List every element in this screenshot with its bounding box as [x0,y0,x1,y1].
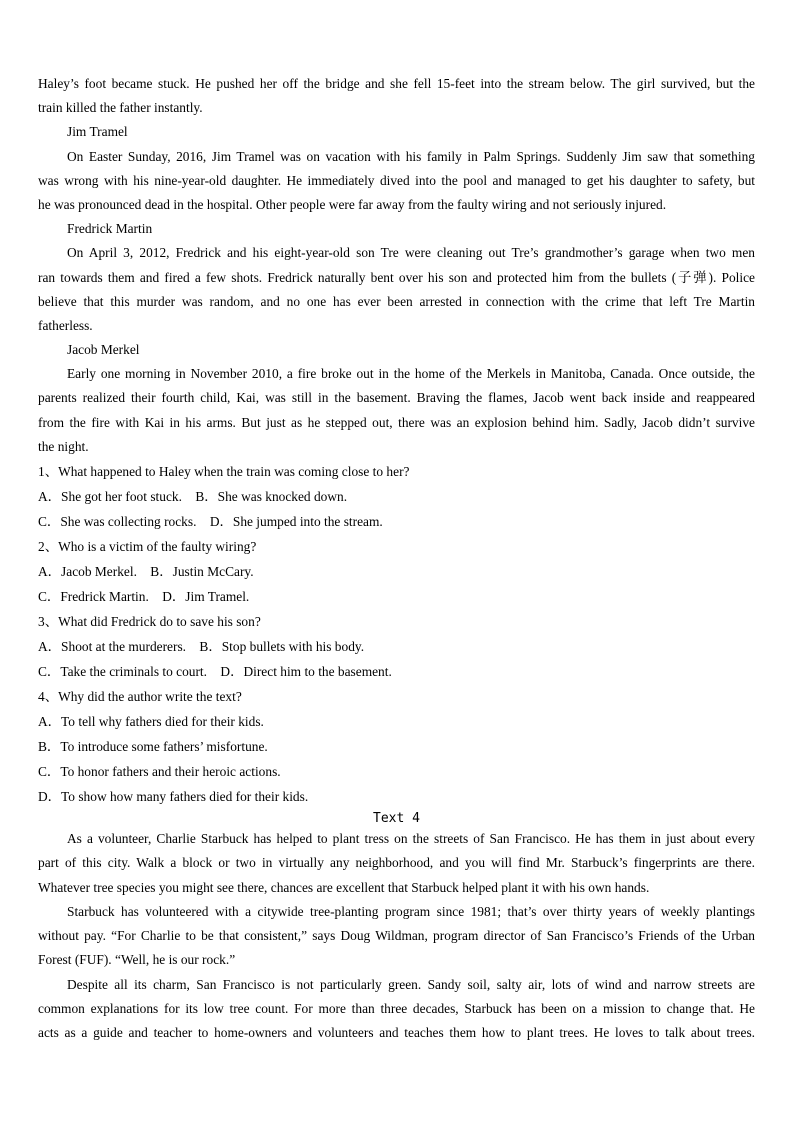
questions-list [38,459,755,809]
question: 2、Who is a victim of the faulty wiring? [38,539,257,554]
answer-option: A．To tell why fathers died for their kids. [38,714,264,729]
text-line: the night. [38,438,89,454]
answer-options: A．Shoot at the murderers. B．Stop bullets with his body. [38,639,365,654]
answer-option: D．To show how many fathers died for their kids. [38,789,309,804]
text-line: was wrong with his nine-year-old daughter. He immediately dived into the pool and managed to get his daughter to safety, but [38,172,755,188]
text-line: from the fire with Kai in his arms. But just as he stepped out, there was an explosion behind him. Sadly, Jacob didn’t survive [38,414,755,430]
answer-options: A．She got her foot stuck. B．She was knocked down. [38,489,348,504]
answer-options: C．She was collecting rocks. D．She jumped into the stream. [38,514,383,529]
text4-paragraph-3 [38,973,755,1046]
text-line: As a volunteer, Charlie Starbuck has helped to plant tress on the streets of San Francisco. He has them in just about every [67,831,755,846]
text-line: On Easter Sunday, 2016, Jim Tramel was on vacation with his family in Palm Springs. Suddenly Jim saw that something [67,148,755,164]
section-heading-jim: Jim Tramel [67,124,128,140]
text-line: acts as a guide and teacher to home-owners and volunteers and teaches them how to plant trees. He loves to talk about trees. [38,1025,755,1040]
text-line: part of this city. Walk a block or two in virtually any neighborhood, and you will find Mr. Starbuck’s fingerprints are there. [38,855,755,871]
answer-options: C．Fredrick Martin. D．Jim Tramel. [38,589,250,604]
question: 3、What did Fredrick do to save his son? [38,614,261,629]
text-line: Despite all its charm, San Francisco is not particularly green. Sandy soil, salty air, lots of wind and narrow streets are [67,976,755,992]
jim-paragraph [38,145,755,218]
text4-title: Text 4 [373,811,420,826]
text-line: Whatever tree species you might see there, chances are excellent that Starbuck helped plant it with his own hands. [38,879,650,895]
answer-option: B．To introduce some fathers’ misfortune. [38,739,268,754]
text4-paragraph-1 [38,827,755,900]
text-line: without pay. “For Charlie to be that consistent,” says Doug Wildman, program director of San Francisco’s Friends of the Urban [38,928,755,943]
text-line: ran towards them and fired a few shots. Fredrick naturally bent over his son and protected him from the bullets (子弹). Police [38,269,755,285]
answer-option: C．To honor fathers and their heroic actions. [38,764,281,779]
section-heading-jacob: Jacob Merkel [67,342,140,358]
text-line: train killed the father instantly. [38,100,203,116]
text-line: believe that this murder was random, and no one has ever been arrested in connection with the crime that left Tre Martin [38,293,755,309]
text-line: Early one morning in November 2010, a fire broke out in the home of the Merkels in Manitoba, Canada. Once outside, the [67,366,755,382]
haley-paragraph [38,72,755,120]
text-line: common explanations for its low tree count. For more than three decades, Starbuck has been on a mission to change that. He [38,1000,755,1016]
text-line: parents realized their fourth child, Kai, was still in the basement. Braving the flames, Jacob went back inside and reappeared [38,390,755,406]
text4-paragraph-2 [38,900,755,973]
question: 4、Why did the author write the text? [38,689,242,704]
document-page [38,72,755,1045]
text-line: he was pronounced dead in the hospital. Other people were far away from the faulty wiring and not seriously injured. [38,196,667,212]
text-line: fatherless. [38,317,93,333]
jacob-paragraph [38,362,755,459]
section-heading-fredrick: Fredrick Martin [67,221,153,237]
text-line: Forest (FUF). “Well, he is our rock.” [38,952,236,968]
text-line: Haley’s foot became stuck. He pushed her off the bridge and she fell 15-feet into the stream below. The girl survived, but the [38,76,755,91]
text-line: On April 3, 2012, Fredrick and his eight-year-old son Tre were cleaning out Tre’s grandmother’s garage when two men [67,245,755,261]
question: 1、What happened to Haley when the train was coming close to her? [38,464,410,479]
answer-options: C．Take the criminals to court. D．Direct him to the basement. [38,664,392,679]
fredrick-paragraph [38,241,755,338]
answer-options: A．Jacob Merkel. B．Justin McCary. [38,564,254,579]
text-line: Starbuck has volunteered with a citywide tree-planting program since 1981; that’s over thirty years of weekly plantings [67,903,755,919]
